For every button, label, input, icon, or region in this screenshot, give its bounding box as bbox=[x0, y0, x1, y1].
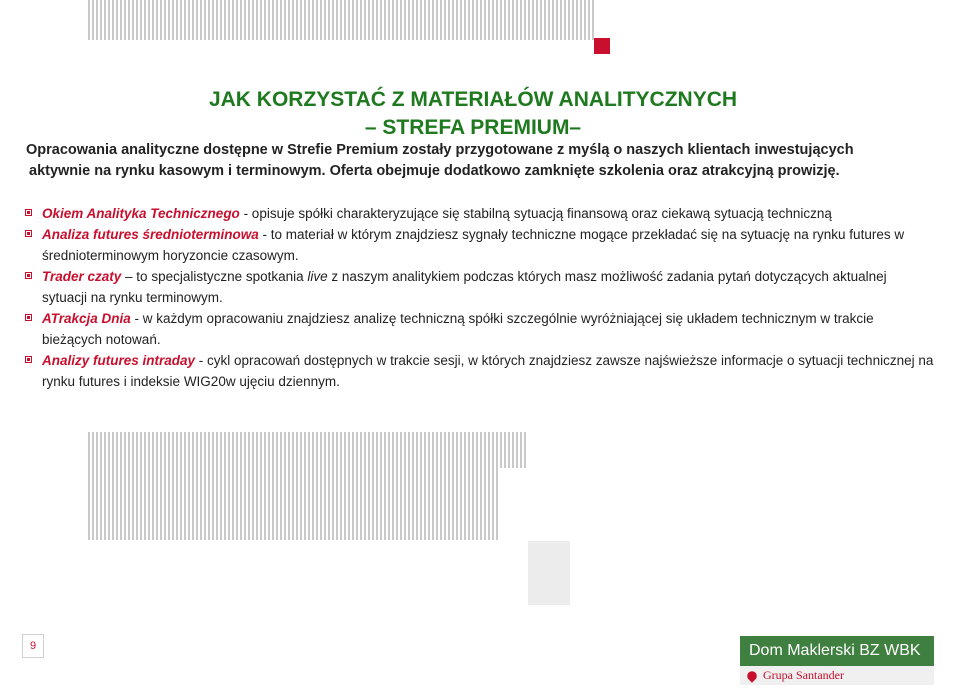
offer-term: ATrakcja Dnia bbox=[42, 311, 131, 326]
intro-text-line-2: aktywnie na rynku kasowym i terminowym. Oferta obejmuje dodatkowo zamknięte szkolenia oraz atrakcyjną prowizję. bbox=[29, 163, 840, 179]
offer-term: Analizy futures intraday bbox=[42, 353, 196, 368]
offer-item-analiza-futures bbox=[22, 224, 934, 266]
offer-item-trader-czaty bbox=[22, 266, 934, 308]
santander-flame-icon bbox=[745, 669, 759, 683]
square-bullet-icon bbox=[25, 272, 32, 279]
decorative-stripes-middle bbox=[88, 432, 500, 540]
page-title: JAK KORZYSTAĆ Z MATERIAŁÓW ANALITYCZNYCH bbox=[208, 88, 738, 112]
logo-group-bar bbox=[740, 666, 934, 685]
logo-company-name: Dom Maklerski BZ WBK bbox=[740, 636, 934, 666]
company-logo bbox=[740, 636, 934, 685]
offer-description-italic: live bbox=[307, 269, 328, 284]
square-bullet-icon bbox=[25, 209, 32, 216]
decorative-stripes-small bbox=[500, 432, 528, 468]
offer-description: - w każdym opracowaniu znajdziesz analizę techniczną spółki szczególnie wyróżniającej się układem technicznym w trakcie bieżących notowań. bbox=[42, 311, 874, 347]
decorative-stripes-top bbox=[88, 0, 594, 40]
page-number: 9 bbox=[22, 634, 44, 658]
offer-term: Trader czaty bbox=[42, 269, 122, 284]
logo-group-name: Grupa Santander bbox=[763, 668, 844, 682]
red-accent-square bbox=[594, 38, 610, 54]
offer-item-atrakcja-dnia bbox=[22, 308, 934, 350]
intro-text-line-1: Opracowania analityczne dostępne w Strefie Premium zostały przygotowane z myślą o naszych klientach inwestujących bbox=[26, 142, 854, 158]
square-bullet-icon bbox=[25, 230, 32, 237]
offer-description: - opisuje spółki charakteryzujące się stabilną sytuacją finansową oraz ciekawą sytuacją techniczną bbox=[239, 206, 832, 221]
offer-list bbox=[22, 203, 934, 392]
offer-item-analizy-intraday bbox=[22, 350, 934, 392]
square-bullet-icon bbox=[25, 314, 32, 321]
decorative-gray-block bbox=[528, 541, 570, 605]
offer-description-continued: z naszym analitykiem podczas których masz możliwość zadania pytań dotyczących aktualnej sytuacji na rynku terminowym. bbox=[42, 269, 887, 305]
offer-description: – to specjalistyczne spotkania bbox=[121, 269, 308, 284]
offer-description: - cykl opracowań dostępnych w trakcie sesji, w których znajdziesz zawsze najświeższe informacje o sytuacji technicznej na rynku futures i indeksie WIG20w ujęciu dziennym. bbox=[42, 353, 934, 389]
offer-term: Analiza futures średnioterminowa bbox=[42, 227, 259, 242]
offer-item-okiem-analityka bbox=[22, 203, 934, 224]
square-bullet-icon bbox=[25, 356, 32, 363]
offer-description: - to materiał w którym znajdziesz sygnały techniczne mogące przekładać się na sytuację na rynku futures w średnioterminowym horyzoncie czasowym. bbox=[42, 227, 905, 263]
page-subtitle: – STREFA PREMIUM– bbox=[364, 116, 582, 140]
offer-term: Okiem Analityka Technicznego bbox=[42, 206, 240, 221]
